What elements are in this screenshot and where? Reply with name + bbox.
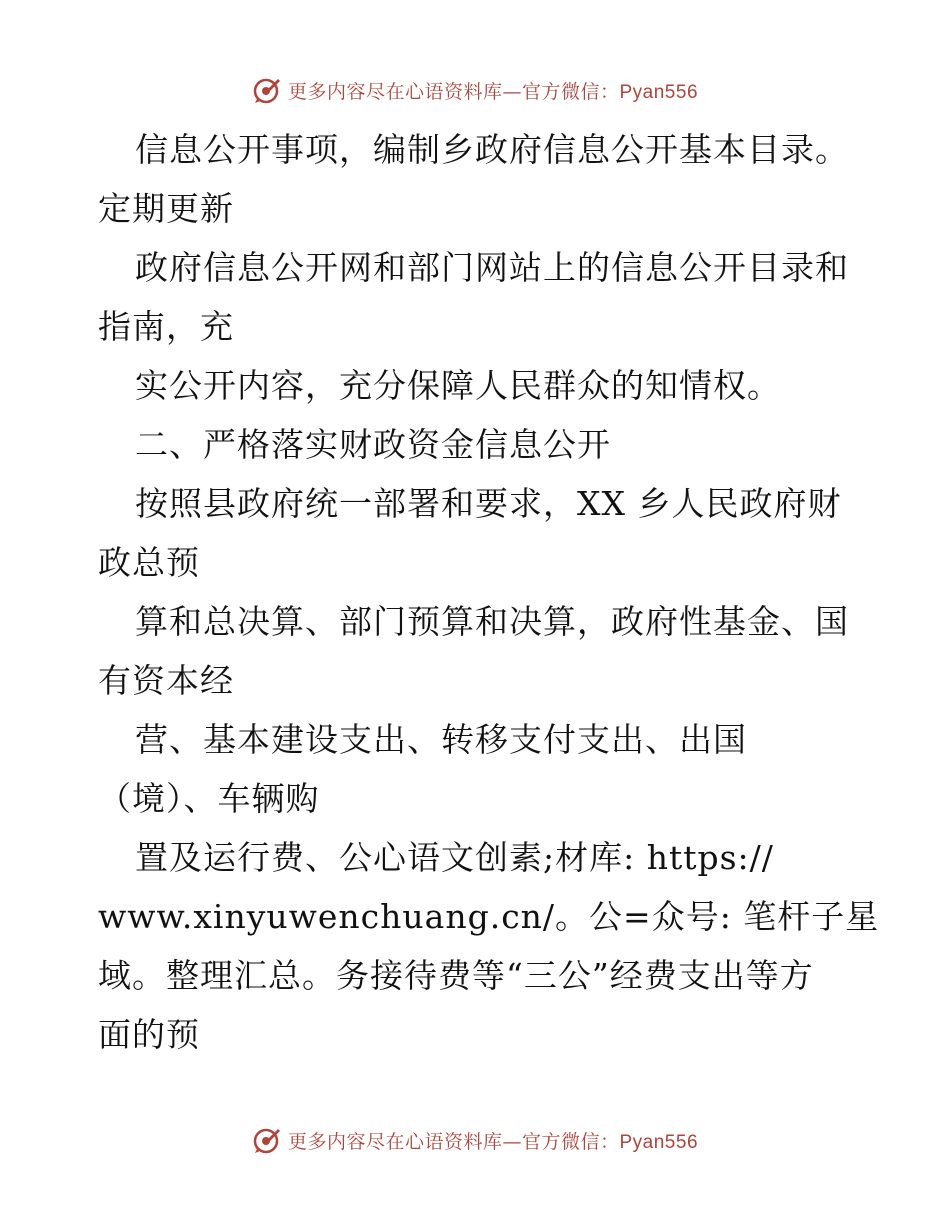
pen-nib-logo-icon xyxy=(252,75,282,105)
body-line-url: www.xinyuwenchuang.cn/。公=众号: 笔杆子星 xyxy=(98,897,880,936)
section-heading: 二、严格落实财政资金信息公开 xyxy=(135,425,611,464)
body-line: （境）、车辆购 xyxy=(98,779,320,818)
body-line: 营、基本建设支出、转移支付支出、出国 xyxy=(135,720,747,759)
document-body xyxy=(98,120,880,1064)
body-line: 域。整理汇总。务接待费等“三公”经费支出等方 xyxy=(98,956,814,995)
footer-banner-text xyxy=(288,1127,698,1154)
body-line: 有资本经 xyxy=(98,661,234,700)
body-line: 实公开内容，充分保障人民群众的知情权。 xyxy=(135,366,781,405)
body-line: 政总预 xyxy=(98,543,200,582)
header-banner-label: 更多内容尽在心语资料库—官方微信： xyxy=(287,80,620,103)
header-banner-text xyxy=(288,77,698,104)
body-line: 政府信息公开网和部门网站上的信息公开目录和 xyxy=(135,248,849,287)
body-line: 面的预 xyxy=(98,1015,200,1054)
footer-banner-label: 更多内容尽在心语资料库—官方微信： xyxy=(287,1130,620,1153)
body-line: 定期更新 xyxy=(98,189,234,228)
body-line: 算和总决算、部门预算和决算，政府性基金、国 xyxy=(135,602,849,641)
pen-nib-logo-icon xyxy=(252,1125,282,1155)
footer-banner-id: Pyan556 xyxy=(619,1131,699,1153)
header-banner xyxy=(0,70,950,110)
footer-banner xyxy=(0,1120,950,1160)
body-line: 按照县政府统一部署和要求，XX 乡人民政府财 xyxy=(135,484,842,523)
body-line: 指南，充 xyxy=(98,307,234,346)
body-line-url: 置及运行费、公心语文创素;材库: https:// xyxy=(135,838,774,877)
body-line: 信息公开事项，编制乡政府信息公开基本目录。 xyxy=(135,130,849,169)
header-banner-id: Pyan556 xyxy=(619,81,699,103)
